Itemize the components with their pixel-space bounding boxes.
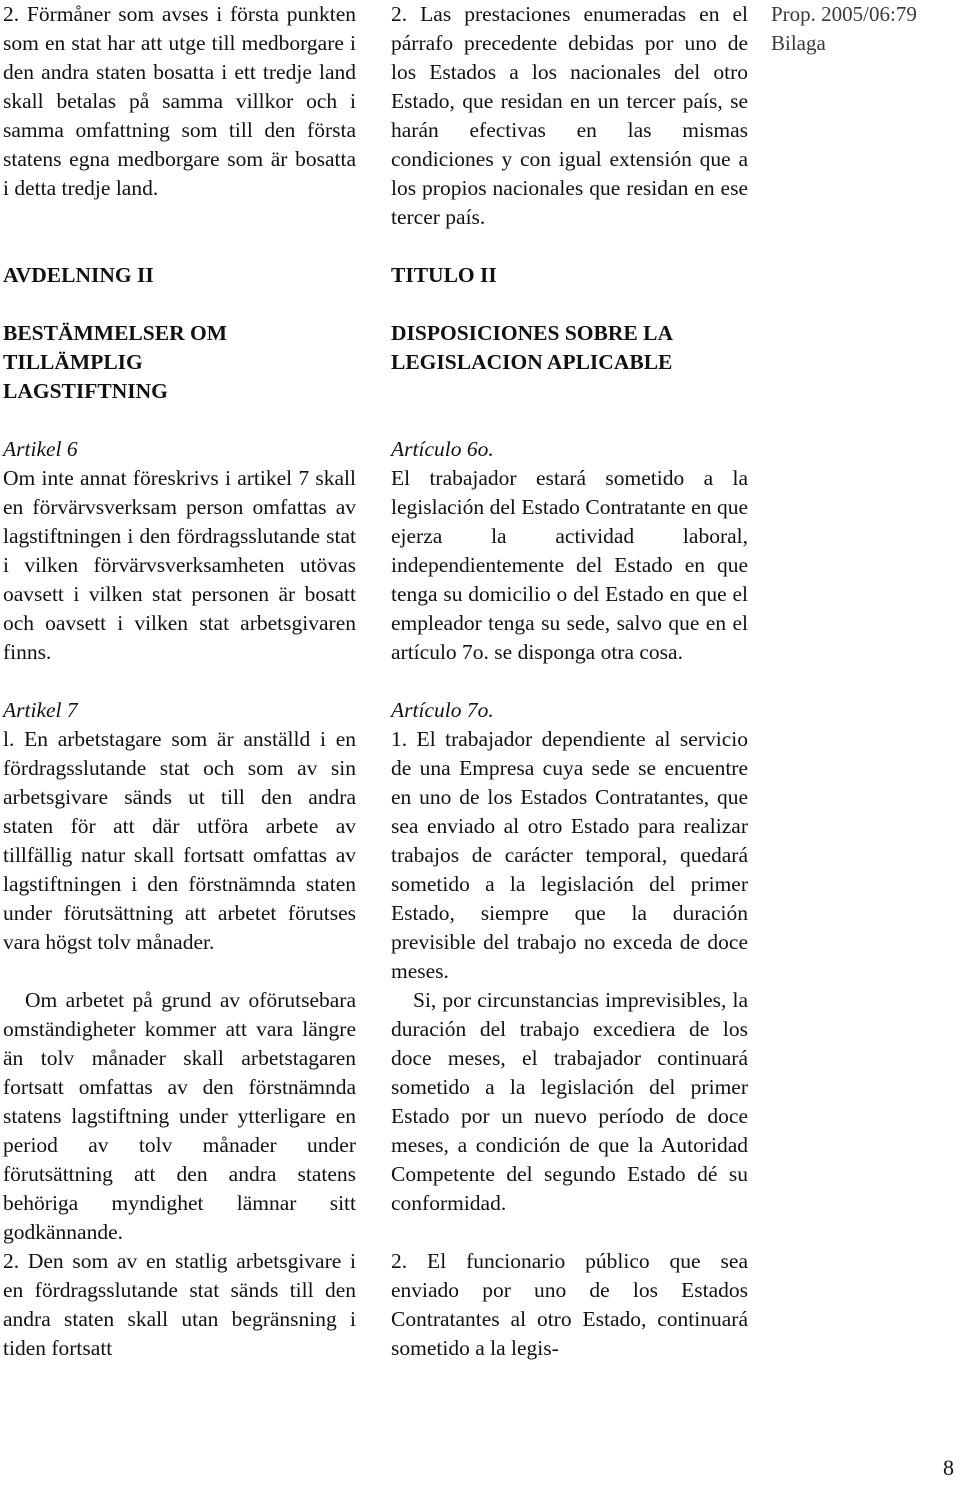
- proposition-reference: Prop. 2005/06:79: [771, 2, 917, 26]
- spanish-section-subtitle-line2: LEGISLACION APLICABLE: [391, 350, 673, 374]
- swedish-column: [3, 0, 356, 1363]
- spanish-article7-para3: 2. El funcionario público que sea enviado por uno de los Estados Contratantes al otro Estado, continuará sometido a la legis-: [391, 1249, 748, 1360]
- spanish-intro-paragraph: 2. Las prestaciones enumeradas en el párrafo precedente debidas por uno de los Estados a los nacionales del otro Estado, que residan en un tercer país, se harán efectivas en las mismas condiciones y con igual extensión que a los propios nacionales que residan en ese tercer país.: [391, 2, 748, 229]
- swedish-section-subtitle-line2: TILLÄMPLIG: [3, 350, 143, 374]
- swedish-article6-text: Om inte annat föreskrivs i artikel 7 skall en förvärvsverksam person omfattas av lagstiftningen i den fördragsslutande stat i vilken förvärvsverksamheten utövas oavsett i vilken stat personen är bosatt och oavsett i vilken stat arbetsgivaren finns.: [3, 466, 356, 664]
- page-number: 8: [943, 1455, 954, 1480]
- document-reference-sidebar: [771, 0, 956, 58]
- appendix-label: Bilaga: [771, 31, 826, 55]
- swedish-section-subtitle-line3: LAGSTIFTNING: [3, 379, 168, 403]
- spanish-section-subtitle-line1: DISPOSICIONES SOBRE LA: [391, 321, 673, 345]
- swedish-article7-para2: Om arbetet på grund av oförutsebara omständigheter kommer att vara längre än tolv månader skall arbetstagaren fortsatt omfattas av den förstnämnda statens lagstiftning under ytterligare en period av tolv månader under förutsättning att den andra statens behöriga myndighet lämnar sitt godkännande.: [3, 988, 356, 1244]
- spanish-article7-title: Artículo 7o.: [391, 698, 494, 722]
- spanish-column: [391, 0, 748, 1363]
- swedish-section-subtitle-line1: BESTÄMMELSER OM: [3, 321, 227, 345]
- spanish-section-title: TITULO II: [391, 263, 497, 287]
- swedish-intro-paragraph: 2. Förmåner som avses i första punkten som en stat har att utge till medborgare i den andra staten bosatta i ett tredje land skall betalas på samma villkor och i samma omfattning som till den första statens egna medborgare som är bosatta i detta tredje land.: [3, 2, 356, 200]
- swedish-article6-title: Artikel 6: [3, 437, 78, 461]
- spanish-article6-title: Artículo 6o.: [391, 437, 494, 461]
- swedish-section-title: AVDELNING II: [3, 263, 154, 287]
- swedish-article7-title: Artikel 7: [3, 698, 78, 722]
- spanish-article7-para1: 1. El trabajador dependiente al servicio de una Empresa cuya sede se encuentre en uno de los Estados Contratantes, que sea enviado al otro Estado para realizar trabajos de carácter temporal, quedará sometido a la legislación del primer Estado, siempre que la duración previsible del trabajo no exceda de doce meses.: [391, 727, 748, 983]
- swedish-article7-para3: 2. Den som av en statlig arbetsgivare i en fördragsslutande stat sänds till den andra staten skall utan begränsning i tiden fortsatt: [3, 1249, 356, 1360]
- spanish-article6-text: El trabajador estará sometido a la legislación del Estado Contratante en que ejerza la actividad laboral, independientemente del Estado en que tenga su domicilio o del Estado en que el empleador tenga su sede, salvo que en el artículo 7o. se disponga otra cosa.: [391, 466, 748, 664]
- swedish-article7-para1: l. En arbetstagare som är anställd i en fördragsslutande stat och som av sin arbetsgivare sänds ut till den andra staten för att där utföra arbete av tillfällig natur skall fortsatt omfattas av lagstiftningen i den förstnämnda staten under förutsättning att arbetet förutses vara högst tolv månader.: [3, 727, 356, 954]
- spanish-article7-para2: Si, por circunstancias imprevisibles, la duración del trabajo excediera de los doce meses, el trabajador continuará sometido a la legislación del primer Estado por un nuevo período de doce meses, a condición de que la Autoridad Competente del segundo Estado dé su conformidad.: [391, 988, 748, 1215]
